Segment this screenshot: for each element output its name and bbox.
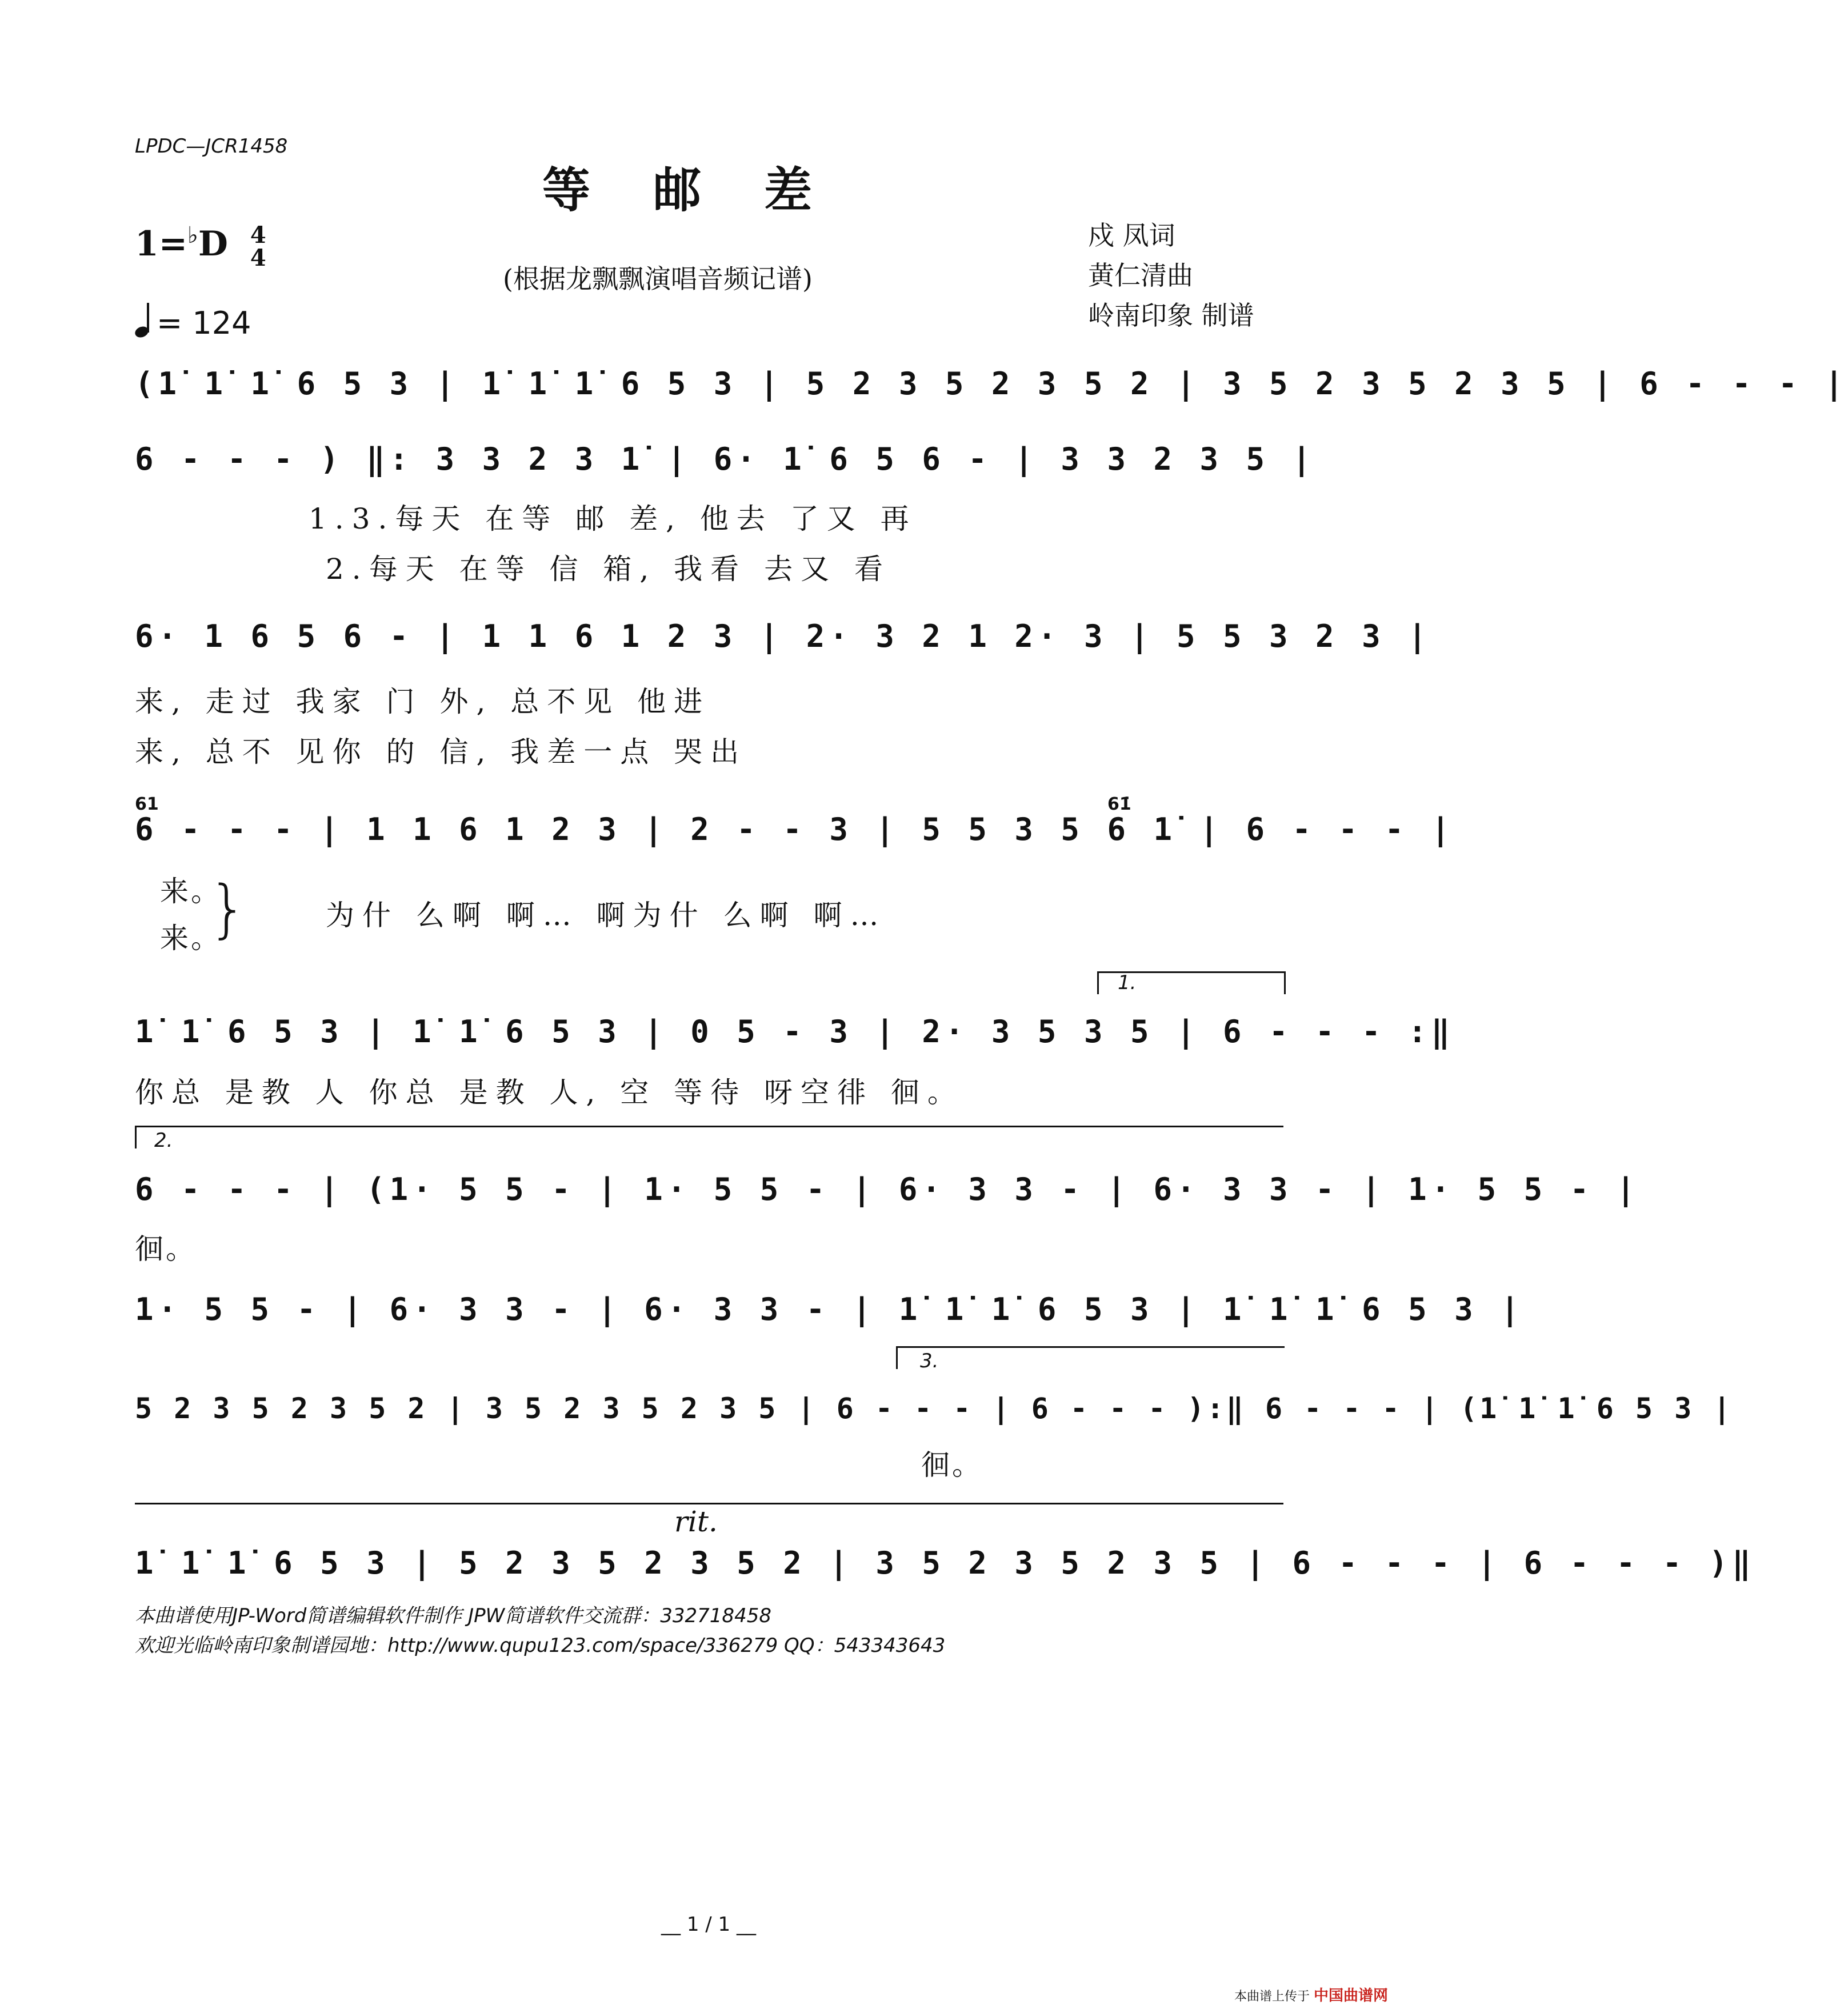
lyric-line-2b: 2.每天 在等 信 箱, 我看 去又 看 bbox=[326, 553, 891, 586]
brace-icon: } bbox=[208, 872, 248, 945]
composer-credit: 黄仁清曲 bbox=[1088, 260, 1193, 291]
lyric-line-8: 徊。 bbox=[921, 1448, 983, 1482]
lyric-line-6: 徊。 bbox=[135, 1232, 197, 1266]
lyricist-credit: 戍 凤词 bbox=[1088, 220, 1175, 251]
notation-line-2: 6 - - - ) ‖: 3 3 2 3 1̇ | 6· 1̇ 6 5 6 - | 3 3 2 3 5 | bbox=[135, 441, 1316, 477]
notation-line-4: 6 - - - | 1 1 6 1 2 3 | 2 - - 3 | 5 5 3 5 6 1̇ | 6 - - - | bbox=[135, 811, 1455, 847]
lyric-line-4a: 来。 bbox=[160, 875, 222, 908]
footer-line-1: 本曲谱使用JP-Word简谱编辑软件制作 JPW简谱软件交流群：332718458 bbox=[135, 1604, 771, 1627]
lyric-line-3a: 来, 走过 我家 门 外, 总不见 他进 bbox=[135, 685, 711, 718]
notation-line-8: 5 2 3 5 2 3 5 2 | 3 5 2 3 5 2 3 5 | 6 - - - | 6 - - - ):‖ 6 - - - | (1̇ 1̇ 1̇ 6 5 3 | bbox=[135, 1392, 1733, 1425]
lyric-line-5: 你总 是教 人 你总 是教 人, 空 等待 呀空徘 徊。 bbox=[135, 1076, 964, 1109]
time-signature-top: 4 bbox=[250, 221, 266, 249]
ritardando-mark: rit. bbox=[674, 1505, 718, 1538]
lyric-line-4c: 为什 么啊 啊… 啊为什 么啊 啊… bbox=[326, 899, 887, 932]
page-number: __ 1 / 1 __ bbox=[661, 1913, 756, 1936]
notation-line-7: 1· 5 5 - | 6· 3 3 - | 6· 3 3 - | 1̇ 1̇ 1̇ 6 5 3 | 1̇ 1̇ 1̇ 6 5 3 | bbox=[135, 1291, 1524, 1327]
tempo-value: = 124 bbox=[157, 305, 251, 341]
final-line-rule bbox=[135, 1503, 1283, 1504]
notation-line-6: 6 - - - | (1· 5 5 - | 1· 5 5 - | 6· 3 3 - | 6· 3 3 - | 1· 5 5 - | bbox=[135, 1171, 1640, 1207]
volta-2: 2. bbox=[154, 1129, 173, 1152]
key-signature bbox=[135, 222, 266, 270]
flat-sign: ♭ bbox=[187, 222, 198, 249]
time-signature-bottom: 4 bbox=[250, 244, 266, 271]
key-note: D bbox=[198, 224, 228, 264]
notation-line-3: 6· 1 6 5 6 - | 1 1 6 1 2 3 | 2· 3 2 1 2· 3 | 5 5 3 2 3 | bbox=[135, 618, 1431, 654]
notation-line-9: 1̇ 1̇ 1̇ 6 5 3 | 5 2 3 5 2 3 5 2 | 3 5 2 3 5 2 3 5 | 6 - - - | 6 - - - )‖ bbox=[135, 1545, 1755, 1581]
key-prefix: 1= bbox=[135, 224, 188, 264]
grace-note-a: 61 bbox=[135, 794, 159, 814]
upload-credit bbox=[1234, 1984, 1388, 2005]
volta-3-bracket bbox=[896, 1346, 1285, 1369]
lyric-line-4b: 来。 bbox=[160, 922, 222, 955]
subtitle: (根据龙飘飘演唱音频记谱) bbox=[503, 263, 813, 294]
notation-line-5: 1̇ 1̇ 6 5 3 | 1̇ 1̇ 6 5 3 | 0 5 - 3 | 2· 3 5 3 5 | 6 - - - :‖ bbox=[135, 1014, 1455, 1050]
notation-line-1: (1̇ 1̇ 1̇ 6 5 3 | 1̇ 1̇ 1̇ 6 5 3 | 5 2 3 5 2 3 5 2 | 3 5 2 3 5 2 3 5 | 6 - - - | bbox=[135, 366, 1848, 402]
site-logo: 中国曲谱网 bbox=[1314, 1987, 1389, 2004]
volta-2-bracket bbox=[135, 1126, 1283, 1148]
lyric-line-3b: 来, 总不 见你 的 信, 我差一点 哭出 bbox=[135, 735, 747, 769]
tempo-marking bbox=[135, 303, 251, 341]
time-signature bbox=[250, 221, 266, 271]
quarter-note-icon bbox=[135, 303, 150, 337]
grace-note-b: 61̇ bbox=[1107, 794, 1131, 814]
arranger-credit: 岭南印象 制谱 bbox=[1088, 300, 1254, 331]
score-code: LPDC—JCR1458 bbox=[135, 135, 288, 158]
upload-prefix: 本曲谱上传于 bbox=[1234, 1990, 1310, 2004]
score-title: 等邮差 bbox=[542, 162, 875, 218]
volta-1: 1. bbox=[1118, 971, 1137, 994]
volta-3: 3. bbox=[920, 1350, 939, 1372]
volta-1-bracket bbox=[1097, 971, 1286, 994]
lyric-line-2a: 1.3.每天 在等 邮 差, 他去 了又 再 bbox=[309, 502, 917, 535]
footer-line-2: 欢迎光临岭南印象制谱园地：http://www.qupu123.com/space/336279 QQ：543343643 bbox=[135, 1634, 946, 1657]
